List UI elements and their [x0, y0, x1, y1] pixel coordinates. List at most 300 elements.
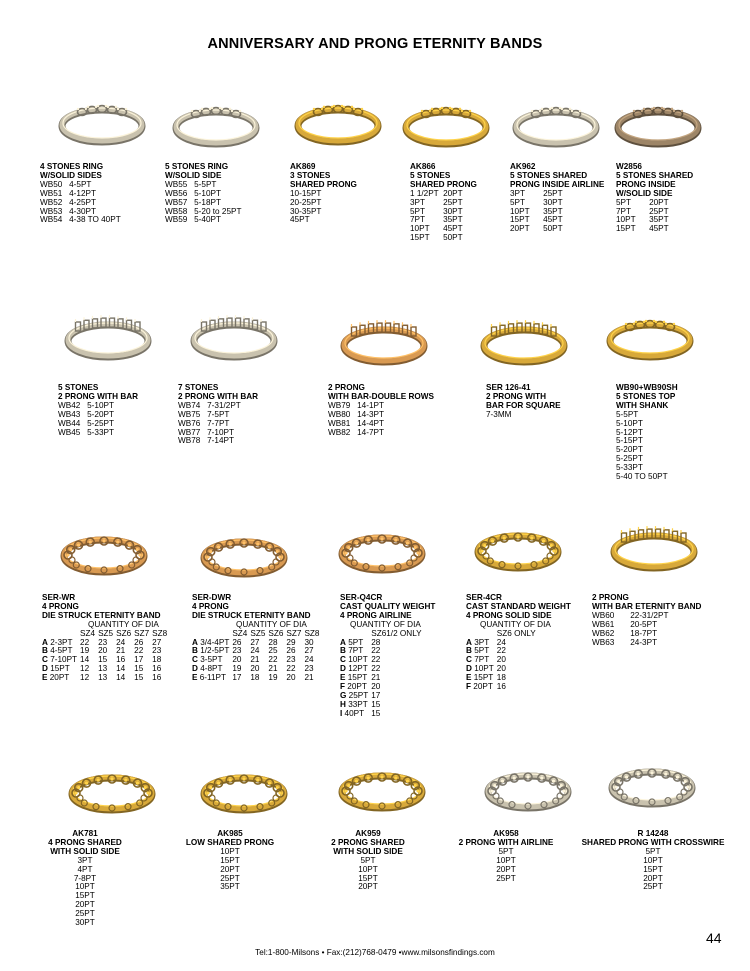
prong	[551, 107, 553, 109]
spec-line: WB42 5-10PT	[58, 400, 114, 410]
row-label: B 4-5PT	[42, 646, 73, 656]
prong	[552, 549, 555, 552]
size-header: SZ6 ONLY	[496, 628, 536, 638]
ring-image	[56, 520, 152, 580]
product-title: CAST STANDARD WEIGHT	[466, 601, 571, 611]
prong	[665, 323, 667, 325]
spec-line: WB56 5-10PT	[165, 188, 221, 198]
prong	[343, 106, 345, 108]
qty-cell: 14	[116, 664, 126, 674]
grade-letter: E	[466, 673, 472, 683]
prong	[664, 772, 667, 775]
product-text	[410, 163, 477, 243]
spec-line: WB55 5-5PT	[165, 179, 217, 189]
spec-line: WB77 7-10PT	[178, 427, 234, 437]
qty-table	[340, 630, 435, 719]
qty-cell: 20	[496, 655, 506, 665]
prong	[571, 110, 573, 112]
qty-cell: 19	[232, 664, 242, 674]
prong	[124, 778, 127, 781]
prong	[256, 542, 259, 545]
product-title: AK959	[355, 829, 381, 838]
qty-table	[192, 630, 322, 683]
qty-cell: 13	[98, 664, 108, 674]
product-title: AK985	[217, 829, 243, 838]
prong	[278, 791, 281, 794]
spec-line: 4PT	[77, 864, 93, 874]
qty-cell: 20	[286, 673, 296, 683]
spec-line: 20PT	[75, 900, 95, 910]
qty-cell: 29	[286, 637, 296, 647]
product-text	[290, 163, 357, 225]
qty-cell: 30	[304, 637, 314, 647]
prong	[542, 540, 545, 543]
prong	[89, 540, 92, 543]
prong	[625, 776, 628, 779]
product-title: WITH SOLID SIDE	[50, 846, 120, 856]
product-text	[170, 830, 290, 892]
prong	[115, 106, 117, 108]
grade-letter: B	[466, 646, 472, 656]
product-text	[510, 163, 604, 234]
band	[618, 111, 698, 143]
ring-image	[196, 758, 292, 818]
qty-cell: 23	[232, 646, 242, 656]
prong	[191, 110, 193, 112]
prong	[313, 108, 315, 110]
qty-grid	[340, 630, 425, 719]
qty-cell: 15	[134, 673, 144, 683]
prong	[268, 546, 271, 549]
qty-cell: 24	[116, 637, 126, 647]
prong	[355, 780, 358, 783]
row-label: F 20PT	[466, 682, 493, 692]
product-text	[30, 830, 140, 928]
product-title: AK962	[510, 162, 536, 171]
row-label: E 15PT	[340, 673, 368, 683]
prong	[655, 321, 657, 323]
qty-cell: 18	[496, 673, 506, 683]
prong	[138, 553, 141, 556]
product-text	[165, 163, 241, 225]
spec-line: WB58 5-20 to 25PT	[165, 206, 242, 216]
prong	[416, 789, 419, 792]
spec-line: 1 1/2PT 20PT	[410, 188, 463, 198]
prong	[116, 540, 119, 543]
table-row	[192, 674, 322, 683]
qty-cell: 28	[371, 637, 381, 647]
spec-line: WB59 5-40PT	[165, 215, 221, 225]
prong	[355, 542, 358, 545]
product-title: R 14248	[637, 829, 669, 838]
qty-cell: 26	[232, 637, 242, 647]
prong	[217, 782, 220, 785]
prong	[625, 323, 627, 325]
product-title: WITH BAR ETERNITY BAND	[592, 601, 702, 611]
row-label: D 10PT	[466, 664, 494, 674]
grade-letter: C	[340, 655, 346, 665]
qty-cell: 23	[98, 637, 108, 647]
band	[516, 111, 596, 143]
qty-cell: 20	[496, 664, 506, 674]
spec-line: 25PT	[496, 873, 516, 883]
qty-cell: 17	[232, 673, 242, 683]
spec-line: WB44 5-25PT	[58, 418, 114, 428]
grade-letter: C	[42, 655, 48, 665]
spec-line: WB63 24-3PT	[592, 637, 658, 647]
row-label: A 2-3PT	[42, 637, 73, 647]
product-title: W2856	[616, 162, 642, 171]
qty-cell: 12	[80, 673, 90, 683]
prong	[380, 537, 383, 540]
prong	[333, 105, 335, 107]
band	[298, 109, 378, 141]
qty-cell: 22	[371, 655, 381, 665]
product-title: 5 STONES SHARED	[616, 170, 694, 180]
spec-line: WB54 4-38 TO 40PT	[40, 215, 121, 225]
size-header: SZ7	[134, 628, 150, 638]
qty-cell: 15	[371, 699, 381, 709]
spec-line: 5-25PT	[616, 454, 643, 464]
prong	[394, 776, 397, 779]
qty-grid	[42, 630, 170, 683]
grade-letter: A	[192, 637, 198, 647]
grade-letter: I	[340, 708, 343, 718]
spec-line: WB53 4-30PT	[40, 206, 96, 216]
qty-cell: 22	[286, 664, 296, 674]
prong	[85, 782, 88, 785]
product-text	[616, 163, 693, 234]
band	[488, 775, 568, 807]
band	[612, 771, 692, 803]
spec-line: 20PT	[358, 882, 378, 892]
prong	[406, 780, 409, 783]
prong	[361, 108, 363, 110]
grade-letter: H	[340, 699, 346, 709]
qty-cell: 16	[496, 682, 506, 692]
product-title: PRONG INSIDE	[616, 179, 676, 189]
prong	[653, 107, 655, 109]
product-title: SHARED PRONG	[290, 179, 357, 189]
prong	[221, 108, 223, 110]
qty-cell: 27	[152, 637, 162, 647]
spec-line: 7PT 35PT	[410, 215, 463, 225]
size-header: SZ4	[80, 628, 96, 638]
qty-cell: 21	[268, 664, 278, 674]
prong	[211, 107, 213, 109]
spec-line: 5-10PT	[616, 418, 643, 428]
product-title: 4 PRONG AIRLINE	[340, 610, 412, 620]
qty-table	[466, 630, 571, 692]
qty-table	[42, 630, 170, 683]
prong	[469, 110, 471, 112]
product-text	[328, 384, 434, 437]
spec-line: 20PT	[220, 864, 240, 874]
band	[64, 539, 144, 571]
spec-line: 10PT	[496, 855, 516, 865]
prong	[676, 776, 679, 779]
spec-line: 35PT	[220, 882, 240, 892]
product-text	[616, 384, 678, 482]
prong	[97, 778, 100, 781]
spec-line: 7-3MM	[486, 409, 512, 419]
spec-line: 5-15PT	[616, 436, 643, 446]
spec-line: 15PT	[643, 864, 663, 874]
grade-letter: C	[192, 655, 198, 665]
prong	[201, 108, 203, 110]
grade-letter: E	[340, 673, 346, 683]
product-text	[486, 384, 561, 420]
qty-cell: 21	[250, 655, 260, 665]
prong	[431, 108, 433, 110]
qty-header: QUANTITY OF DIA	[350, 619, 421, 629]
prong	[367, 776, 370, 779]
spec-line: 5PT 30PT	[510, 197, 563, 207]
band	[610, 324, 690, 356]
product-title: W/SOLID SIDE	[616, 188, 673, 198]
ring-image	[610, 92, 706, 152]
row-label: E 15PT	[466, 673, 494, 683]
spec-line: WB43 5-20PT	[58, 409, 114, 419]
table-row	[340, 710, 425, 719]
product-title: 4 STONES RING	[40, 162, 104, 171]
qty-cell: 21	[304, 673, 314, 683]
qty-cell: 27	[250, 637, 260, 647]
product-title: 4 PRONG SOLID SIDE	[466, 610, 552, 620]
prong	[209, 786, 212, 789]
product-title: BAR FOR SQUARE	[486, 400, 561, 410]
ring-image	[334, 756, 430, 816]
spec-line: 10PT 45PT	[410, 224, 463, 234]
qty-cell: 22	[371, 646, 381, 656]
qty-cell: 23	[286, 655, 296, 665]
prong	[540, 776, 543, 779]
size-header: SZ7	[286, 628, 302, 638]
grade-letter: B	[192, 646, 198, 656]
product-text	[178, 384, 258, 446]
grade-letter: D	[466, 664, 472, 674]
spec-line: 7PT 25PT	[616, 206, 669, 216]
prong	[673, 323, 675, 325]
size-header: SZ6	[116, 628, 132, 638]
row-label: G 25PT	[340, 690, 369, 700]
spec-line: 10PT	[358, 864, 378, 874]
size-header: SZ4	[232, 628, 248, 638]
prong	[421, 110, 423, 112]
grade-letter: F	[340, 682, 346, 692]
band	[204, 541, 284, 573]
prong	[491, 540, 494, 543]
prong	[136, 782, 139, 785]
product-title: SER-WR	[42, 593, 76, 602]
row-label: C 7PT	[466, 655, 490, 665]
qty-cell: 23	[152, 646, 162, 656]
spec-line: 10PT 35PT	[616, 215, 669, 225]
row-label: B 5PT	[466, 646, 490, 656]
prong	[643, 108, 645, 110]
prong	[686, 785, 689, 788]
prong	[441, 107, 443, 109]
qty-cell: 14	[80, 655, 90, 665]
qty-header: QUANTITY OF DIA	[236, 619, 307, 629]
qty-cell: 16	[152, 673, 162, 683]
page-title: ANNIVERSARY AND PRONG ETERNITY BANDS	[207, 36, 543, 52]
prong	[459, 108, 461, 110]
product-text	[192, 594, 322, 683]
product-title: AK866	[410, 162, 436, 171]
spec-line: 10PT 35PT	[510, 206, 563, 216]
product-text	[40, 163, 121, 225]
prong	[231, 110, 233, 112]
spec-line: WB74 7-31/2PT	[178, 400, 241, 410]
qty-cell: 15	[98, 655, 108, 665]
prong	[501, 780, 504, 783]
product-title: W/SOLID SIDES	[40, 170, 102, 180]
qty-cell: 14	[116, 673, 126, 683]
prong	[635, 321, 637, 323]
product-text	[42, 594, 170, 683]
prong	[516, 535, 519, 538]
product-title: SER-4CR	[466, 593, 502, 602]
product-title: SER-DWR	[192, 593, 232, 602]
spec-line: WB81 14-4PT	[328, 418, 384, 428]
grade-letter: A	[466, 637, 472, 647]
qty-cell: 24	[250, 646, 260, 656]
grade-letter: D	[42, 664, 48, 674]
prong	[77, 108, 79, 110]
prong	[562, 789, 565, 792]
qty-cell: 12	[80, 664, 90, 674]
grade-letter: B	[42, 646, 48, 656]
product-title: SHARED PRONG	[410, 179, 477, 189]
ring-image	[604, 752, 700, 812]
row-label: H 33PT	[340, 699, 368, 709]
prong	[268, 782, 271, 785]
size-header: SZ5	[250, 628, 266, 638]
product-title: SHARED PRONG WITH CROSSWIRE	[581, 837, 725, 847]
prong	[367, 538, 370, 541]
prong	[579, 110, 581, 112]
spec-line: WB79 14-1PT	[328, 400, 384, 410]
product-title: WITH SOLID SIDE	[333, 846, 403, 856]
product-title: WITH SHANK	[616, 400, 669, 410]
spec-line: WB62 18-7PT	[592, 628, 658, 638]
prong	[513, 776, 516, 779]
band	[204, 777, 284, 809]
size-header: SZ5	[98, 628, 114, 638]
spec-line: 5PT 20PT	[616, 197, 669, 207]
band	[342, 775, 422, 807]
spec-line: WB61 20-5PT	[592, 619, 658, 629]
ring-image	[480, 756, 576, 816]
qty-cell: 22	[134, 646, 144, 656]
spec-line: 20-25PT	[290, 197, 322, 207]
spec-line: 30-35PT	[290, 206, 322, 216]
spec-line: WB76 7-7PT	[178, 418, 230, 428]
spec-line: 7-8PT	[73, 873, 97, 883]
spec-line: 5PT 30PT	[410, 206, 463, 216]
band	[62, 109, 142, 141]
prong	[128, 544, 131, 547]
prong	[229, 778, 232, 781]
product-title: 2 PRONG WITH AIRLINE	[458, 837, 554, 847]
product-title: CAST QUALITY WEIGHT	[340, 601, 436, 611]
qty-header: QUANTITY OF DIA	[88, 619, 159, 629]
size-header: SZ6	[268, 628, 284, 638]
row-label: F 20PT	[340, 682, 367, 692]
spec-line: 20PT	[643, 873, 663, 883]
prong	[530, 536, 533, 539]
spec-line: WB45 5-33PT	[58, 427, 114, 437]
qty-cell: 25	[268, 646, 278, 656]
spec-line: 5PT	[498, 846, 514, 856]
qty-cell: 22	[371, 664, 381, 674]
product-title: 5 STONES SHARED	[510, 170, 588, 180]
band	[176, 111, 256, 143]
prong	[673, 110, 675, 112]
spec-line: 3PT	[77, 855, 93, 865]
qty-cell: 20	[371, 682, 381, 692]
prong	[637, 772, 640, 775]
prong	[229, 542, 232, 545]
spec-line: WB50 4-5PT	[40, 179, 92, 189]
row-label: I 40PT	[340, 708, 365, 718]
prong	[146, 791, 149, 794]
product-title: WITH BAR-DOUBLE ROWS	[328, 391, 434, 401]
row-label: D 4-8PT	[192, 664, 223, 674]
prong	[663, 108, 665, 110]
product-title: WB90+WB90SH	[616, 383, 678, 392]
qty-cell: 21	[116, 646, 126, 656]
spec-line: WB75 7-5PT	[178, 409, 230, 419]
prong	[416, 551, 419, 554]
prong	[239, 110, 241, 112]
product-title: 2 PRONG SHARED	[331, 837, 405, 847]
spec-line: 10PT	[75, 882, 95, 892]
prong	[650, 771, 653, 774]
qty-cell: 26	[286, 646, 296, 656]
product-title: 3 STONES	[290, 170, 331, 180]
prong	[394, 538, 397, 541]
prong	[406, 542, 409, 545]
product-title: 4 PRONG SHARED	[48, 837, 122, 847]
spec-line: WB78 7-14PT	[178, 436, 234, 446]
qty-cell: 18	[152, 655, 162, 665]
spec-line: 5-12PT	[616, 427, 643, 437]
product-title: 5 STONES	[58, 383, 99, 392]
prong	[229, 108, 231, 110]
row-label: A 3/4-4PT	[192, 637, 230, 647]
spec-line: 15PT 45PT	[510, 215, 563, 225]
product-title: 4 PRONG	[42, 601, 79, 611]
qty-cell: 22	[496, 646, 506, 656]
product-title: DIE STRUCK ETERNITY BAND	[42, 610, 161, 620]
qty-cell: 26	[134, 637, 144, 647]
band	[406, 111, 486, 143]
spec-line: 45PT	[290, 215, 310, 225]
spec-line: WB82 14-7PT	[328, 427, 384, 437]
prong	[526, 775, 529, 778]
row-label: B 7PT	[340, 646, 364, 656]
prong	[110, 777, 113, 780]
grade-letter: C	[466, 655, 472, 665]
spec-line: 5-40 TO 50PT	[616, 472, 668, 482]
qty-cell: 17	[134, 655, 144, 665]
spec-line: 10PT	[643, 855, 663, 865]
product-title: 5 STONES TOP	[616, 391, 676, 401]
qty-cell: 15	[134, 664, 144, 674]
prong	[353, 108, 355, 110]
